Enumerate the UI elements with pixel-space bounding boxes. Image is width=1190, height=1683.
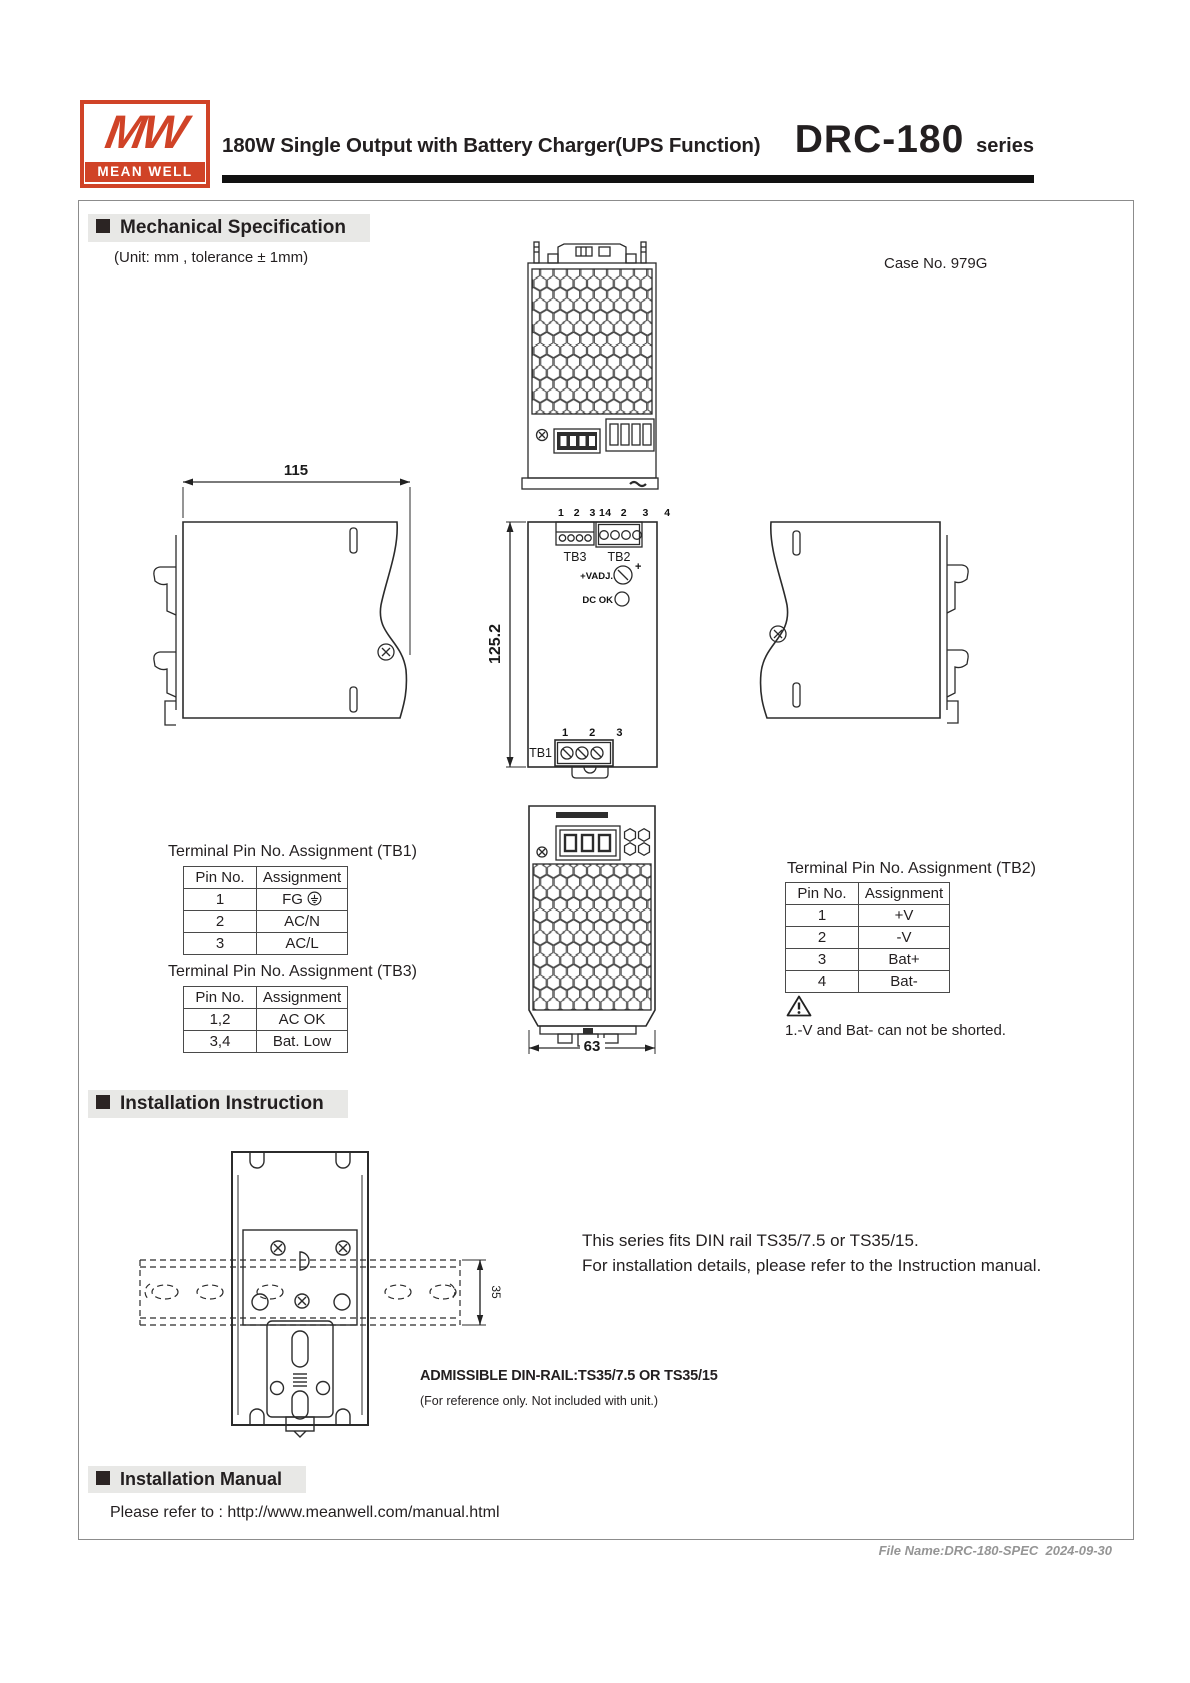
dcok-label: DC OK — [582, 595, 613, 606]
din-rail-mounting-drawing — [110, 1085, 540, 1447]
pin-cell: 3 — [786, 949, 859, 971]
col-header-assign: Assignment — [257, 867, 348, 889]
ground-icon — [307, 891, 322, 906]
header-rule — [222, 175, 1034, 183]
assign-cell: AC/L — [257, 933, 348, 955]
logo-mw-letters: MW — [101, 105, 189, 158]
table-header-row — [184, 987, 348, 1009]
col-header-assign: Assignment — [257, 987, 348, 1009]
case-number: Case No. 979G — [884, 255, 988, 272]
tb3-label: TB3 — [563, 550, 587, 564]
din-fit-text-line2: For installation details, please refer to the Instruction manual. — [582, 1256, 1042, 1275]
series-suffix: series — [976, 135, 1034, 157]
table-row — [786, 971, 950, 993]
section-title: Installation Manual — [120, 1469, 283, 1489]
top-view-drawing — [520, 233, 660, 491]
bottom-view-drawing — [520, 798, 660, 1060]
table-row — [184, 889, 348, 911]
logo-brand-text: MEAN WELL — [85, 162, 205, 182]
width-dimension-label: 115 — [283, 462, 309, 479]
unit-note: (Unit: mm , tolerance ± 1mm) — [114, 249, 309, 266]
col-header-pin: Pin No. — [184, 867, 257, 889]
series-title — [795, 118, 1034, 162]
side-view-right-drawing — [700, 465, 980, 725]
product-subtitle: 180W Single Output with Battery Charger(UPS Function) — [222, 134, 761, 157]
table-row — [184, 911, 348, 933]
section-installation-manual — [88, 1466, 306, 1493]
pin-cell: 4 — [786, 971, 859, 993]
warning-icon — [786, 994, 812, 1018]
vadj-plus-label: + — [635, 561, 642, 573]
section-mechanical-specification — [88, 214, 370, 242]
pin-cell: 3 — [184, 933, 257, 955]
section-bullet-icon — [96, 219, 110, 233]
tb2-pin-numbers: 1 2 3 4 — [599, 507, 677, 519]
table-row — [786, 927, 950, 949]
pin-cell: 2 — [786, 927, 859, 949]
vadj-label: +VADJ. — [580, 571, 613, 582]
table-row — [786, 905, 950, 927]
side-view-left-drawing — [140, 425, 420, 725]
din-fit-text-line1: This series fits DIN rail TS35/7.5 or TS35/15. — [582, 1231, 919, 1250]
section-bullet-icon — [96, 1095, 110, 1109]
tb2-warning-text: 1.-V and Bat- can not be shorted. — [785, 1022, 1006, 1039]
assign-cell: -V — [859, 927, 950, 949]
table-header-row — [184, 867, 348, 889]
pin-cell: 3,4 — [184, 1031, 257, 1053]
assign-cell: +V — [859, 905, 950, 927]
file-name-footer: File Name:DRC-180-SPEC 2024-09-30 — [878, 1543, 1112, 1558]
section-title: Installation Instruction — [120, 1093, 324, 1114]
section-title: Mechanical Specification — [120, 217, 346, 238]
tb2-label: TB2 — [607, 550, 631, 564]
header — [222, 118, 1034, 162]
assign-cell: AC/N — [257, 911, 348, 933]
series-name: DRC-180 — [794, 118, 965, 161]
section-bullet-icon — [96, 1471, 110, 1485]
table-row — [184, 1009, 348, 1031]
tb2-table — [785, 882, 950, 993]
table-row — [786, 949, 950, 971]
tb3-table — [183, 986, 348, 1053]
reference-note: (For reference only. Not included with unit.) — [420, 1394, 659, 1408]
tb3-table-title: Terminal Pin No. Assignment (TB3) — [168, 963, 417, 980]
tb1-table-title: Terminal Pin No. Assignment (TB1) — [168, 843, 417, 860]
tb1-table — [183, 866, 348, 955]
tb1-pin-numbers: 1 2 3 — [562, 727, 632, 739]
pin-cell: 2 — [184, 911, 257, 933]
col-header-pin: Pin No. — [786, 883, 859, 905]
admissible-din-rail-text: ADMISSIBLE DIN-RAIL:TS35/7.5 OR TS35/15 — [420, 1368, 718, 1384]
table-row — [184, 1031, 348, 1053]
manual-refer-text: Please refer to : http://www.meanwell.com/manual.html — [110, 1504, 500, 1521]
table-header-row — [786, 883, 950, 905]
tb3-pin-numbers: 1 2 3 4 — [558, 507, 615, 519]
assign-cell: AC OK — [257, 1009, 348, 1031]
assign-cell: Bat- — [859, 971, 950, 993]
assign-cell: FG — [257, 889, 348, 911]
assign-cell: Bat+ — [859, 949, 950, 971]
pin-cell: 1 — [786, 905, 859, 927]
tb2-table-title: Terminal Pin No. Assignment (TB2) — [787, 860, 1036, 877]
rail-dimension-label: 35 — [489, 1285, 503, 1299]
assign-cell: Bat. Low — [257, 1031, 348, 1053]
table-row — [184, 933, 348, 955]
meanwell-logo — [80, 100, 210, 188]
pin-cell: 1 — [184, 889, 257, 911]
depth-dimension-label: 63 — [583, 1038, 601, 1055]
tb1-label: TB1 — [529, 746, 552, 760]
col-header-assign: Assignment — [859, 883, 950, 905]
col-header-pin: Pin No. — [184, 987, 257, 1009]
height-dimension-label: 125.2 — [487, 623, 504, 665]
pin-cell: 1,2 — [184, 1009, 257, 1031]
front-view-drawing — [470, 462, 675, 784]
